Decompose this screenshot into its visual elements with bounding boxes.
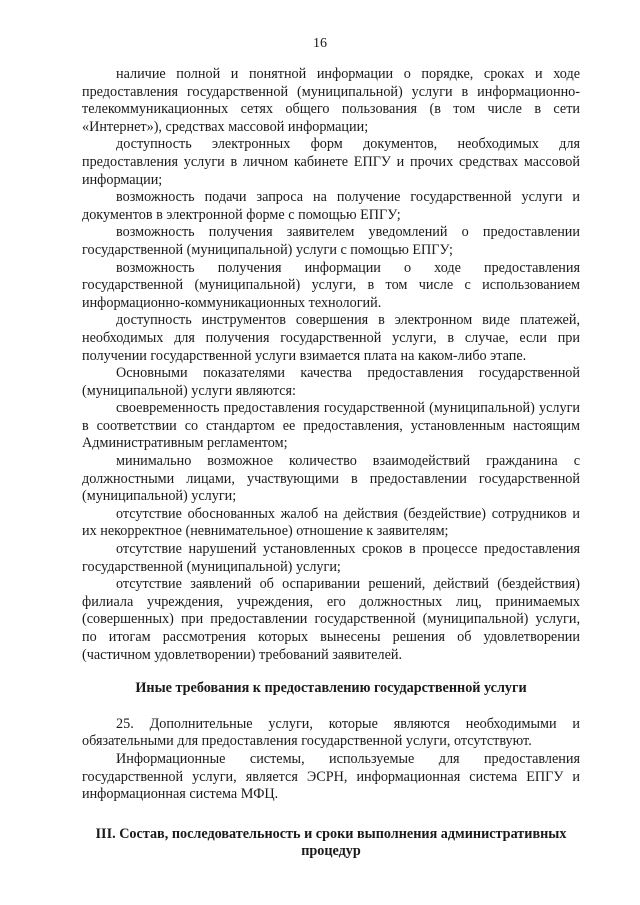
section-heading-other-requirements: Иные требования к предоставлению государственной услуги — [135, 680, 527, 697]
paragraph: доступность электронных форм документов, необходимых для предоставления услуги в личном кабинете ЕПГУ и прочих средствах массовой информации; — [82, 136, 580, 188]
paragraph: минимально возможное количество взаимодействий гражданина с должностными лицами, участвующими в предоставлении государственной (муниципальной) услуги; — [82, 453, 580, 505]
paragraph: Основными показателями качества предоставления государственной (муниципальной) услуги являются: — [82, 365, 580, 399]
paragraph: отсутствие нарушений установленных сроков в процессе предоставления государственной (муниципальной) услуги; — [82, 541, 580, 575]
document-body — [82, 66, 580, 861]
paragraph: доступность инструментов совершения в электронном виде платежей, необходимых для получения государственной услуги, в случае, если при получении государственной услуги взимается плата на каком-либо этапе. — [82, 312, 580, 364]
section-heading-iii: III. Состав, последовательность и сроки выполнения административных процедур — [95, 825, 567, 860]
paragraph: Информационные системы, используемые для предоставления государственной услуги, является ЭСРН, информационная система ЕПГУ и информационная система МФЦ. — [82, 750, 580, 803]
paragraph: отсутствие заявлений об оспаривании решений, действий (бездействия) филиала учреждения, учреждения, его должностных лиц, принимаемых (совершенных) при предоставлении государственной (муниципальной) услуги, по итогам рассмотрения которых вынесены решения об удовлетворении (частичном удовлетворении) требований заявителей. — [82, 576, 580, 663]
paragraph: возможность подачи запроса на получение государственной услуги и документов в электронной форме с помощью ЕПГУ; — [82, 189, 580, 223]
paragraph: 25. Дополнительные услуги, которые являются необходимыми и обязательными для предоставления государственной услуги, отсутствуют. — [82, 715, 580, 750]
paragraph: отсутствие обоснованных жалоб на действия (бездействие) сотрудников и их некорректное (невнимательное) отношение к заявителям; — [82, 505, 580, 540]
paragraph: своевременность предоставления государственной (муниципальной) услуги в соответствии со стандартом ее предоставления, установленным настоящим Административным регламентом; — [82, 400, 580, 452]
paragraph: наличие полной и понятной информации о порядке, сроках и ходе предоставления государственной (муниципальной) услуги в информационно-телекоммуникационных сетях общего пользования (в том числе в сети «Интернет»), средствах массовой информации; — [82, 66, 580, 135]
paragraph: возможность получения заявителем уведомлений о предоставлении государственной (муниципальной) услуги с помощью ЕПГУ; — [82, 224, 580, 258]
paragraph: возможность получения информации о ходе предоставления государственной (муниципальной) услуги, в том числе с использованием информационно-коммуникационных технологий. — [82, 259, 580, 311]
page-number: 16 — [313, 36, 327, 51]
